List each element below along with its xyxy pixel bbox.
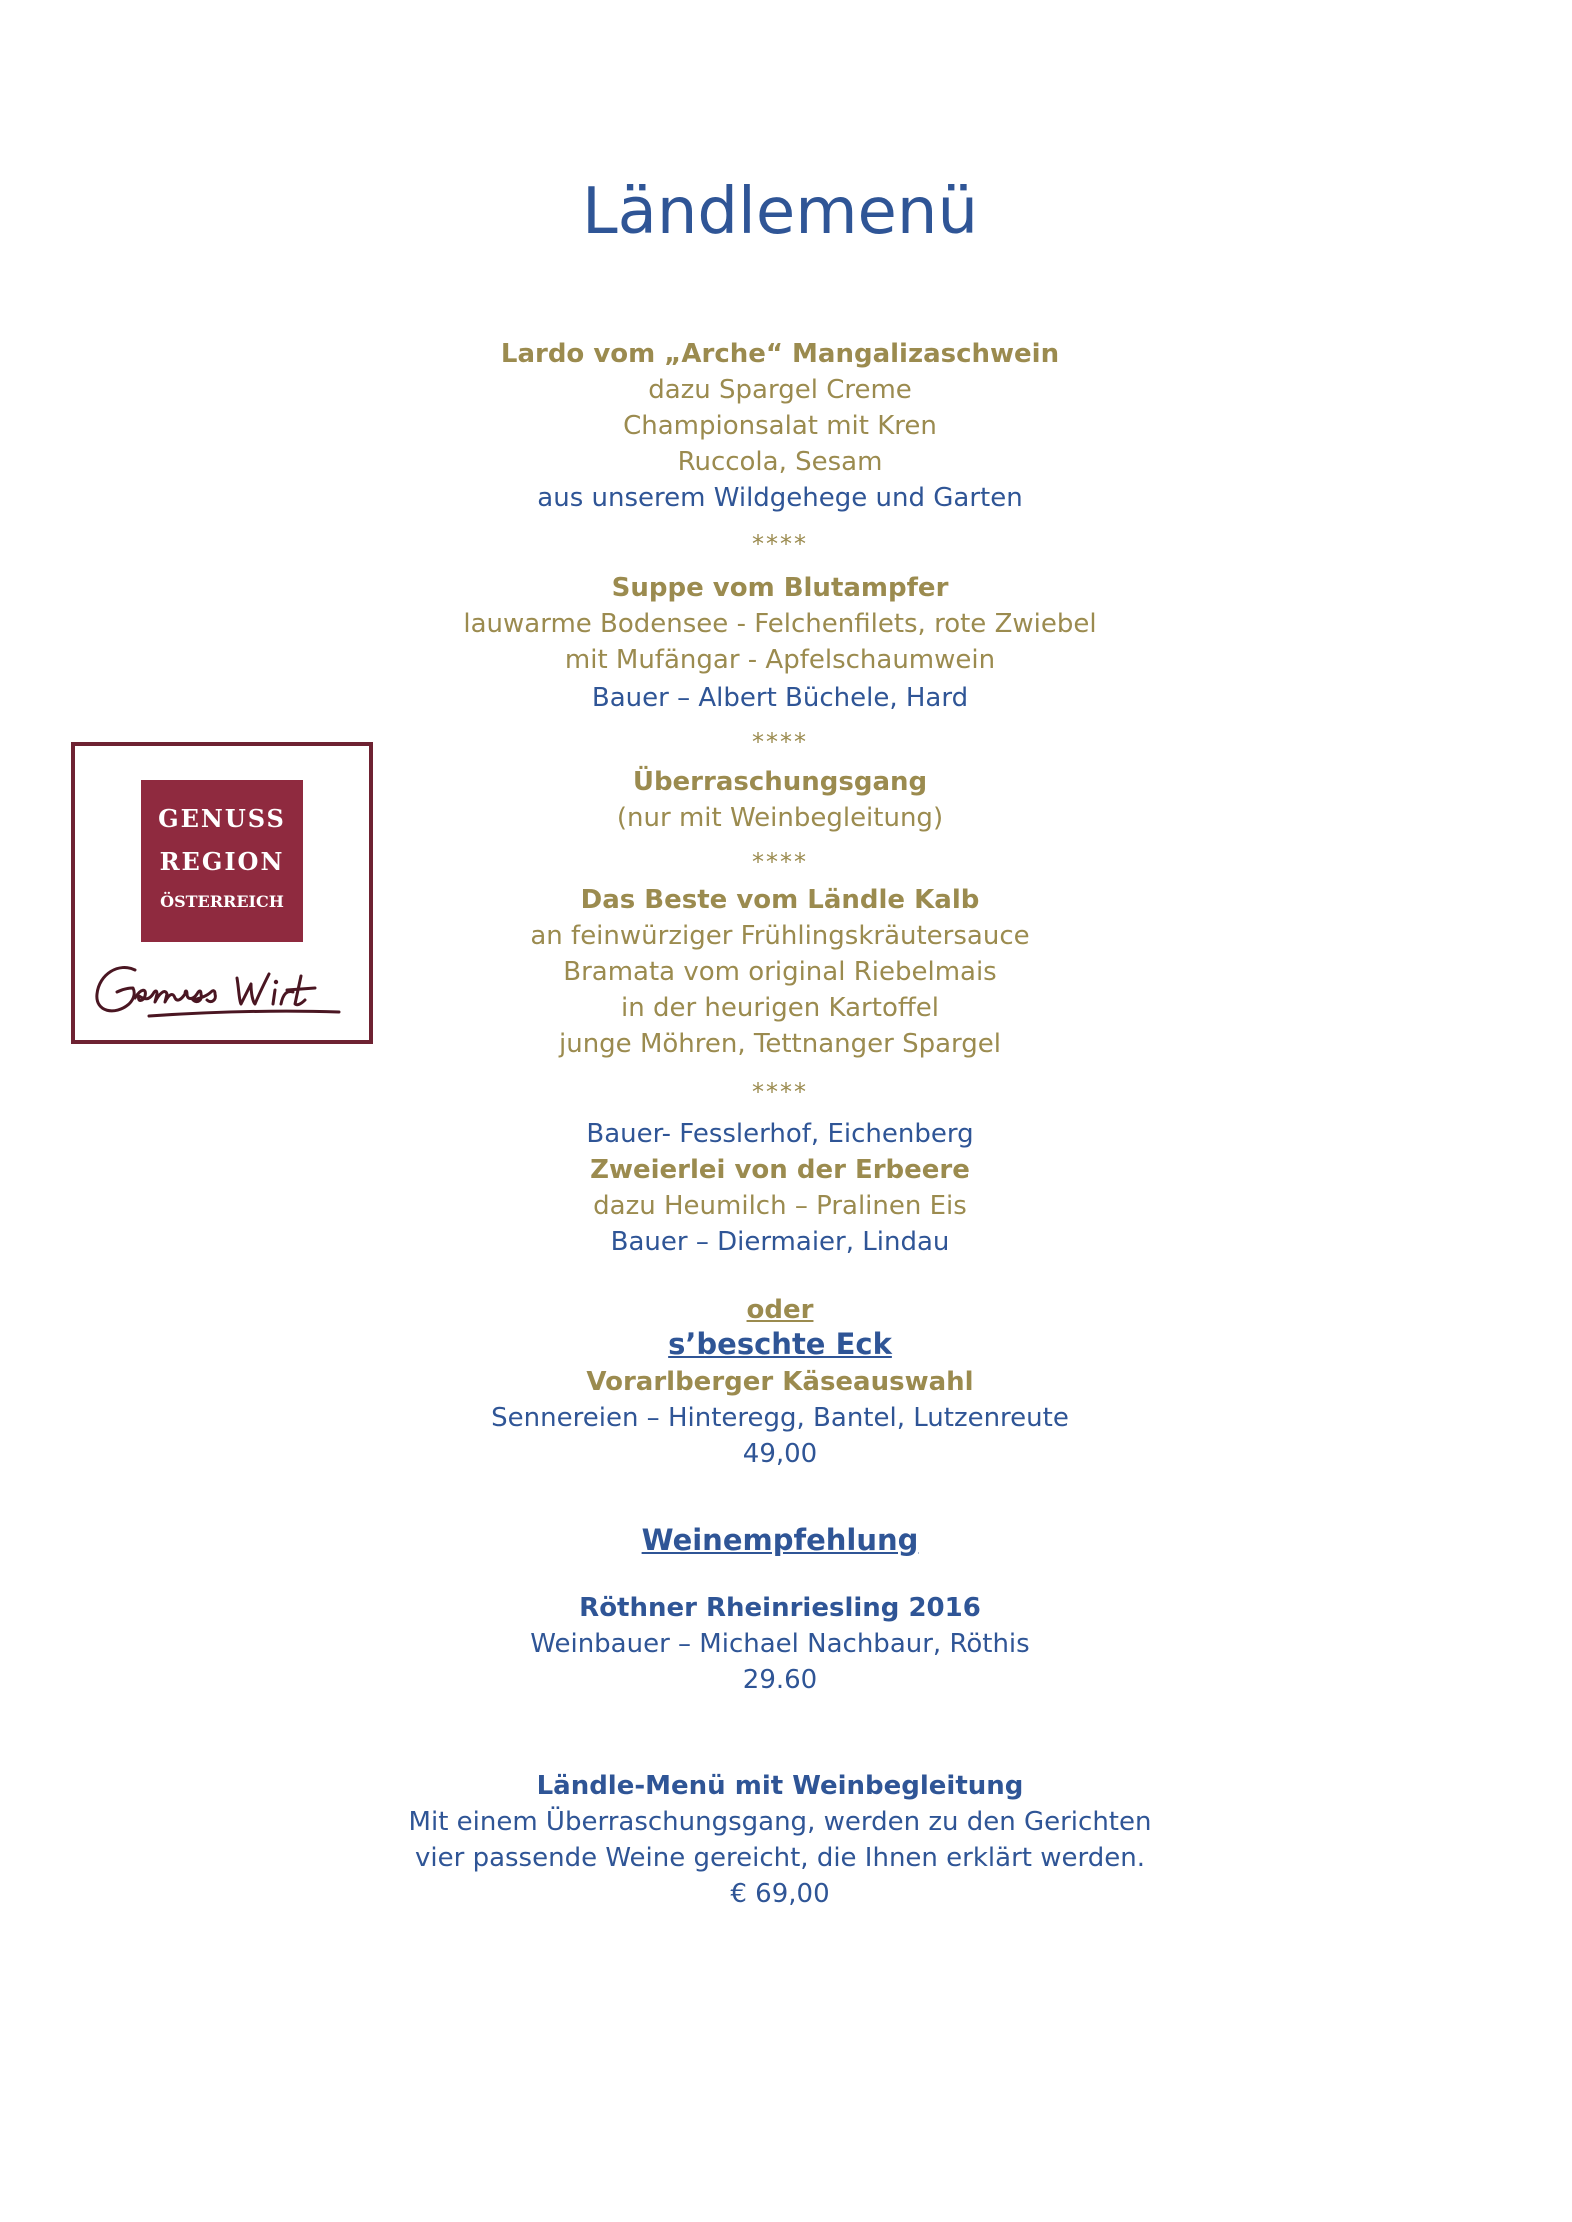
or-label: oder xyxy=(746,1295,814,1325)
logo-word-oesterreich: ÖSTERREICH xyxy=(160,892,284,911)
genuss-wirt-signature xyxy=(89,954,359,1030)
course-3-note: (nur mit Weinbegleitung) xyxy=(616,803,944,833)
course-5-name: Zweierlei von der Erbeere xyxy=(590,1155,970,1185)
wine-name: Röthner Rheinriesling 2016 xyxy=(579,1593,981,1623)
logo-word-region: REGION xyxy=(159,847,285,876)
logo-word-genuss: GENUSS xyxy=(158,804,286,833)
course-separator: **** xyxy=(752,1078,808,1106)
course-1-name: Lardo vom „Arche“ Mangalizaschwein xyxy=(500,339,1060,369)
course-5-source: Bauer – Diermaier, Lindau xyxy=(610,1227,950,1257)
wine-producer: Weinbauer – Michael Nachbaur, Röthis xyxy=(530,1629,1030,1659)
logo-badge xyxy=(141,780,303,942)
course-1-source: aus unserem Wildgehege und Garten xyxy=(537,483,1023,513)
course-4-line-3: in der heurigen Kartoffel xyxy=(621,993,939,1023)
cheese-heading: s’beschte Eck xyxy=(668,1327,892,1361)
course-separator: **** xyxy=(752,728,808,756)
wine-price: 29.60 xyxy=(742,1665,818,1695)
course-4-line-1: an feinwürziger Frühlingskräutersauce xyxy=(530,921,1030,951)
course-2-source: Bauer – Albert Büchele, Hard xyxy=(591,683,969,713)
course-4-line-4: junge Möhren, Tettnanger Spargel xyxy=(559,1029,1001,1059)
course-2-name: Suppe vom Blutampfer xyxy=(611,573,949,603)
course-1-line-1: dazu Spargel Creme xyxy=(648,375,912,405)
course-separator: **** xyxy=(752,530,808,558)
pairing-price: € 69,00 xyxy=(730,1879,830,1909)
course-2-line-1: lauwarme Bodensee - Felchenfilets, rote Zwiebel xyxy=(463,609,1097,639)
course-4-source: Bauer- Fesslerhof, Eichenberg xyxy=(586,1119,974,1149)
pairing-line-2: vier passende Weine gereicht, die Ihnen erklärt werden. xyxy=(415,1843,1145,1873)
course-4-line-2: Bramata vom original Riebelmais xyxy=(563,957,997,987)
page-title: Ländlemenü xyxy=(581,175,979,249)
cheese-name: Vorarlberger Käseauswahl xyxy=(586,1367,974,1397)
pairing-line-1: Mit einem Überraschungsgang, werden zu den Gerichten xyxy=(408,1807,1152,1837)
course-3-name: Überraschungsgang xyxy=(632,767,928,797)
cheese-source: Sennereien – Hinteregg, Bantel, Lutzenreute xyxy=(491,1403,1069,1433)
pairing-heading: Ländle-Menü mit Weinbegleitung xyxy=(536,1771,1024,1801)
cheese-price: 49,00 xyxy=(742,1439,818,1469)
course-4-name: Das Beste vom Ländle Kalb xyxy=(580,885,980,915)
course-5-line-1: dazu Heumilch – Pralinen Eis xyxy=(593,1191,967,1221)
course-1-line-3: Ruccola, Sesam xyxy=(677,447,883,477)
course-1-line-2: Championsalat mit Kren xyxy=(623,411,937,441)
course-2-line-2: mit Mufängar - Apfelschaumwein xyxy=(564,645,996,675)
wine-heading: Weinempfehlung xyxy=(641,1523,919,1557)
course-separator: **** xyxy=(752,848,808,876)
genuss-region-logo xyxy=(71,742,373,1044)
